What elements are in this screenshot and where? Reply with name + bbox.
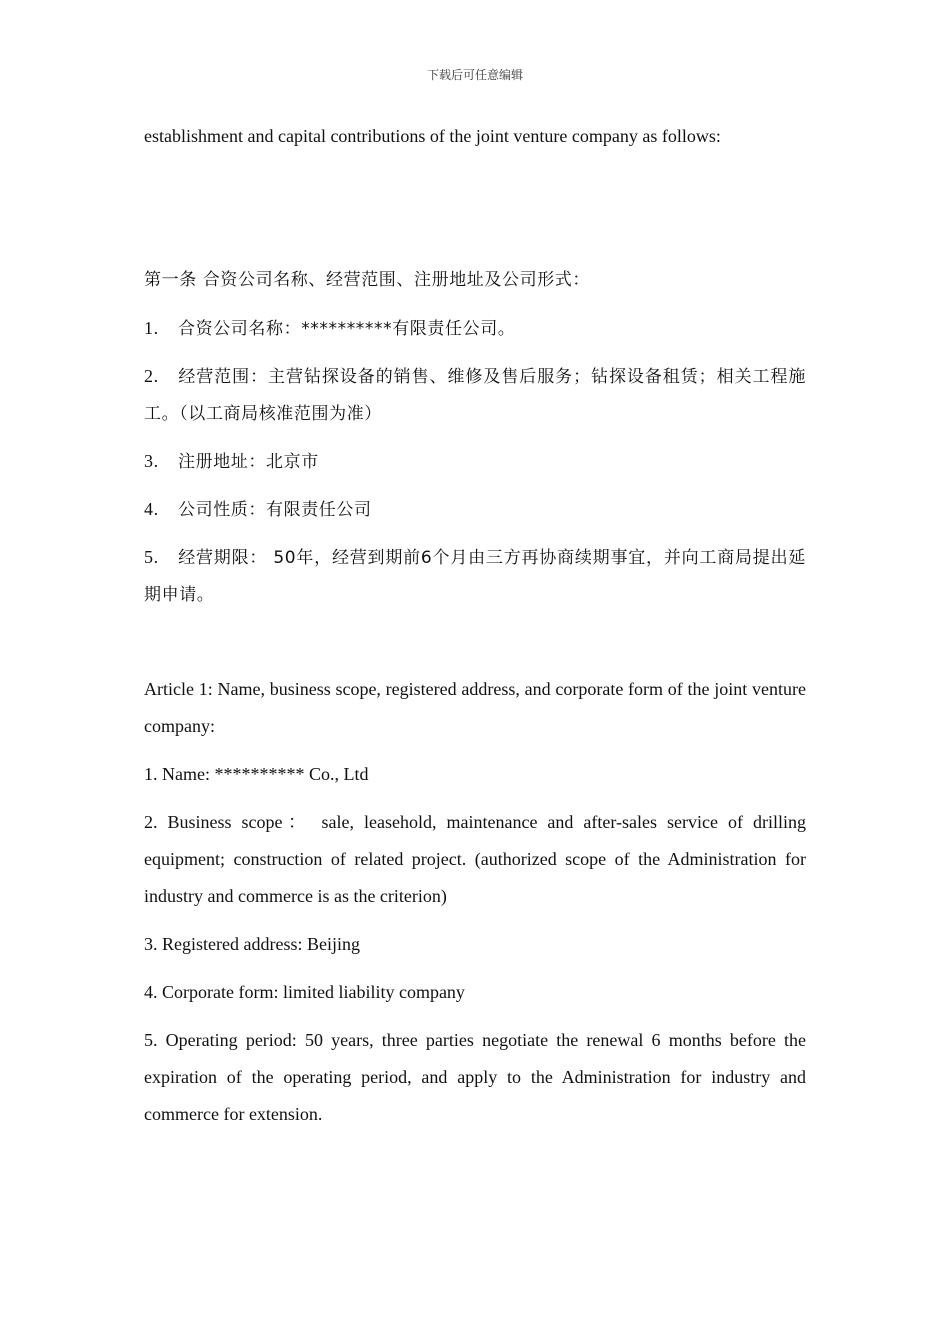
article-zh-item-5 [144,539,806,614]
item-text: 1. Name: ********** Co., Ltd [144,764,369,784]
item-text: 合资公司名称：**********有限责任公司。 [178,319,516,339]
intro-text: establishment and capital contributions of the joint venture company as follows: [144,126,721,146]
item-text: 经营期限： 50年，经营到期前6个月由三方再协商续期事宜，并向工商局提出延期申请。 [144,548,806,605]
article-zh-heading-block [144,262,806,299]
item-number: 1. [144,318,159,338]
article-zh-heading: 第一条 合资公司名称、经营范围、注册地址及公司形式： [144,270,591,290]
item-text: 公司性质：有限责任公司 [178,500,372,520]
article-zh-item-4 [144,491,806,529]
article-en-item-2 [144,804,806,915]
item-text: 2. Business scope： sale, leasehold, maintenance and after-sales service of drilling equipment; construction of related project. (authorized scope of the Administration for industry and commerce is as the criterion) [144,812,806,906]
article-en-item-1 [144,756,806,793]
article-zh-item-1 [144,310,806,348]
item-number: 3. [144,451,159,471]
intro-paragraph [144,118,806,155]
item-text: 3. Registered address: Beijing [144,934,360,954]
article-zh-item-2 [144,358,806,433]
article-en-item-3 [144,926,806,963]
item-text: 经营范围：主营钻探设备的销售、维修及售后服务；钻探设备租赁；相关工程施工。（以工商局核准范围为准） [144,367,806,424]
article-en-heading-block [144,671,806,745]
item-number: 2. [144,366,159,386]
item-text: 注册地址：北京市 [178,452,319,472]
item-number: 4. [144,499,159,519]
item-number: 5. [144,547,159,567]
page-header-note: 下载后可任意编辑 [426,68,523,82]
article-zh-item-3 [144,443,806,481]
article-en-item-4 [144,974,806,1011]
article-en-heading: Article 1: Name, business scope, registered address, and corporate form of the joint venture company: [144,679,806,736]
article-en-item-5 [144,1022,806,1133]
item-text: 5. Operating period: 50 years, three parties negotiate the renewal 6 months before the expiration of the operating period, and apply to the Administration for industry and commerce for extension. [144,1030,806,1124]
item-text: 4. Corporate form: limited liability company [144,982,465,1002]
